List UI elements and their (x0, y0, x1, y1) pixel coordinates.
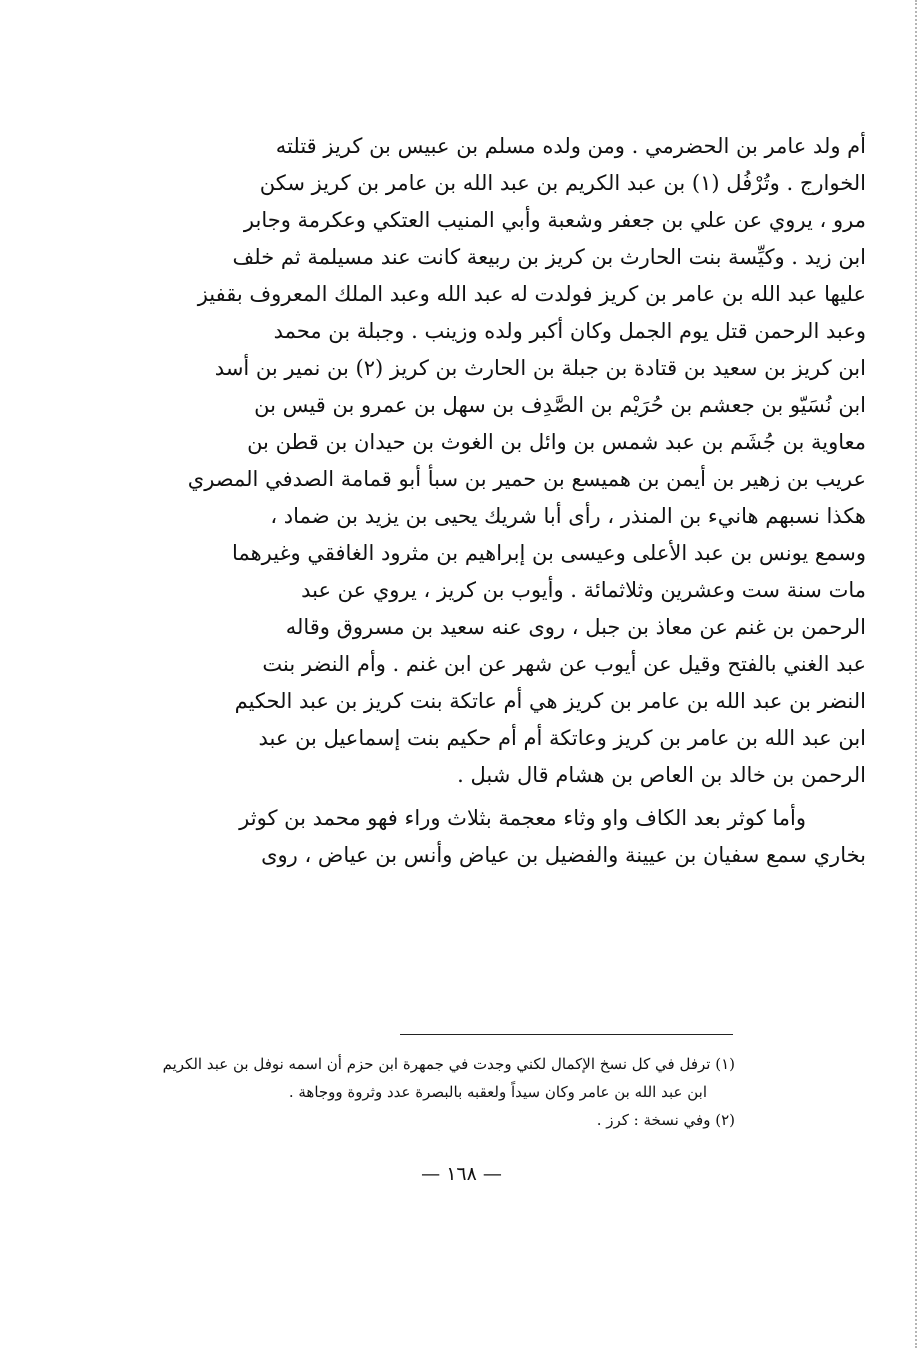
body-line: ابن زيد . وكيِّسة بنت الحارث بن كريز بن ربيعة كانت عند مسيلمة ثم خلف (232, 245, 866, 269)
body-line: وعبد الرحمن قتل يوم الجمل وكان أكبر ولده وزينب . وجبلة بن محمد (273, 319, 866, 343)
body-line: أم ولد عامر بن الحضرمي . ومن ولده مسلم بن عبيس بن كريز قتلته (275, 134, 866, 158)
body-line: الرحمن بن خالد بن العاص بن هشام قال شبل . (457, 763, 866, 787)
footnote-1-line-2: ابن عبد الله بن عامر وكان سيداً ولعقبه بالبصرة عدد وثروة ووجاهة . (288, 1083, 707, 1101)
body-line: وسمع يونس بن عبد الأعلى وعيسى بن إبراهيم بن مثرود الغافقي وغيرهما (232, 541, 866, 565)
body-line: بخاري سمع سفيان بن عيينة والفضيل بن عياض وأنس بن عياض ، روى (261, 843, 866, 867)
body-line: ابن كريز بن سعيد بن قتادة بن جبلة بن الحارث بن كريز (٢) بن نمير بن أسد (214, 356, 866, 380)
body-line: هكذا نسبهم هانيء بن المنذر ، رأى أبا شريك يحيى بن يزيد بن ضماد ، (270, 504, 866, 528)
body-line: وأما كوثر بعد الكاف واو وثاء معجمة بثلاث وراء فهو محمد بن كوثر (239, 806, 806, 830)
body-line: عريب بن زهير بن أيمن بن هميسع بن حمير بن سبأ أبو قمامة الصدفي المصري (187, 467, 866, 491)
footnotes-block (80, 1050, 735, 1134)
body-line: النضر بن عبد الله بن عامر بن كريز هي أم عاتكة بنت كريز بن عبد الحكيم (234, 689, 866, 713)
page-number: — ١٦٨ — (421, 1163, 502, 1185)
body-line: مرو ، يروي عن علي بن جعفر وشعبة وأبي المنيب العتكي وعكرمة وجابر (243, 208, 866, 232)
body-line: الرحمن بن غنم عن معاذ بن جبل ، روى عنه سعيد بن مسروق وقاله (285, 615, 866, 639)
footnote-separator (400, 1034, 733, 1035)
footnote-2: (٢) وفي نسخة : كرز . (596, 1111, 735, 1129)
body-line: الخوارج . وتُرْفُل (١) بن عبد الكريم بن عبد الله بن عامر بن كريز سكن (259, 171, 866, 195)
body-line: معاوية بن جُشَم بن عبد شمس بن وائل بن الغوث بن حيدان بن قطن بن (247, 430, 866, 454)
body-line: مات سنة ست وعشرين وثلاثمائة . وأيوب بن كريز ، يروي عن عبد (301, 578, 866, 602)
page-edge-dotted-border (915, 0, 917, 1348)
main-text-block (58, 128, 866, 874)
footnote-1-line-1: (١) ترفل في كل نسخ الإكمال لكني وجدت في جمهرة ابن حزم أن اسمه نوفل بن عبد الكريم (162, 1055, 735, 1073)
body-line: عليها عبد الله بن عامر بن كريز فولدت له عبد الله وعبد الملك المعروف بقفيز (197, 282, 866, 306)
body-line: ابن عبد الله بن عامر بن كريز وعاتكة أم أم حكيم بنت إسماعيل بن عبد (258, 726, 866, 750)
body-line: ابن نُسَيّو بن جعشم بن حُرَيْم بن الصَّدِف بن سهل بن عمرو بن قيس بن (254, 393, 866, 417)
body-line: عبد الغني بالفتح وقيل عن أيوب عن شهر عن ابن غنم . وأم النضر بنت (262, 652, 866, 676)
